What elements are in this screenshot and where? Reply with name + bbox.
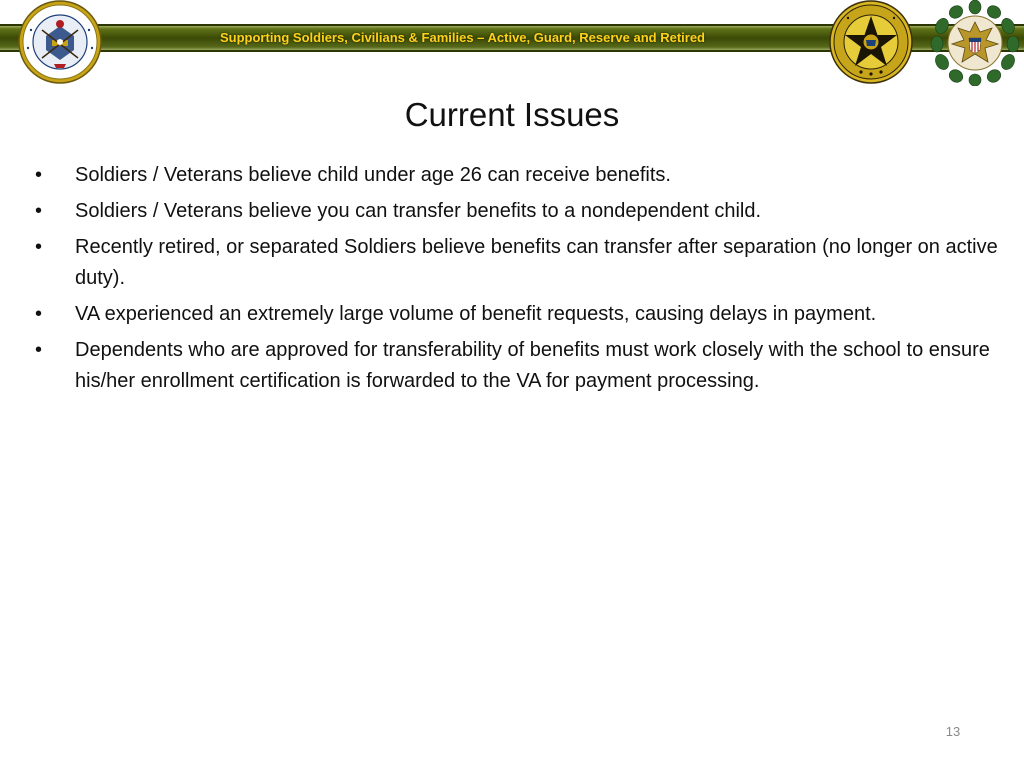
bullet-marker: • xyxy=(35,303,43,325)
bullet-text: Soldiers / Veterans believe child under age 26 can receive benefits. xyxy=(75,164,671,186)
bullet-item xyxy=(30,160,1000,191)
bullet-text: Recently retired, or separated Soldiers believe benefits can transfer after separation (no longer on active duty). xyxy=(75,236,998,289)
bullet-item xyxy=(30,299,1000,330)
bullet-marker: • xyxy=(35,200,43,222)
slide-title: Current Issues xyxy=(404,96,620,133)
bullet-marker: • xyxy=(35,164,43,186)
bullet-item xyxy=(30,196,1000,227)
eagle-insignia-icon xyxy=(930,0,1020,86)
g1-seal-icon xyxy=(826,0,916,84)
bullet-text: Dependents who are approved for transferability of benefits must work closely with the school to ensure his/her enrollment certification is forwarded to the VA for payment processing. xyxy=(75,339,990,392)
army-seal-icon xyxy=(16,0,104,84)
bullet-item xyxy=(30,335,1000,397)
bullet-item xyxy=(30,232,1000,294)
bullet-text: Soldiers / Veterans believe you can transfer benefits to a nondependent child. xyxy=(75,200,762,222)
bullet-marker: • xyxy=(35,236,43,258)
header-tagline: Supporting Soldiers, Civilians & Families – Active, Guard, Reserve and Retired xyxy=(220,30,705,45)
bullet-marker: • xyxy=(35,339,43,361)
bullet-text: VA experienced an extremely large volume of benefit requests, causing delays in payment. xyxy=(75,303,877,325)
slide-page-number: 13 xyxy=(945,724,961,739)
bullet-list xyxy=(30,160,1000,402)
